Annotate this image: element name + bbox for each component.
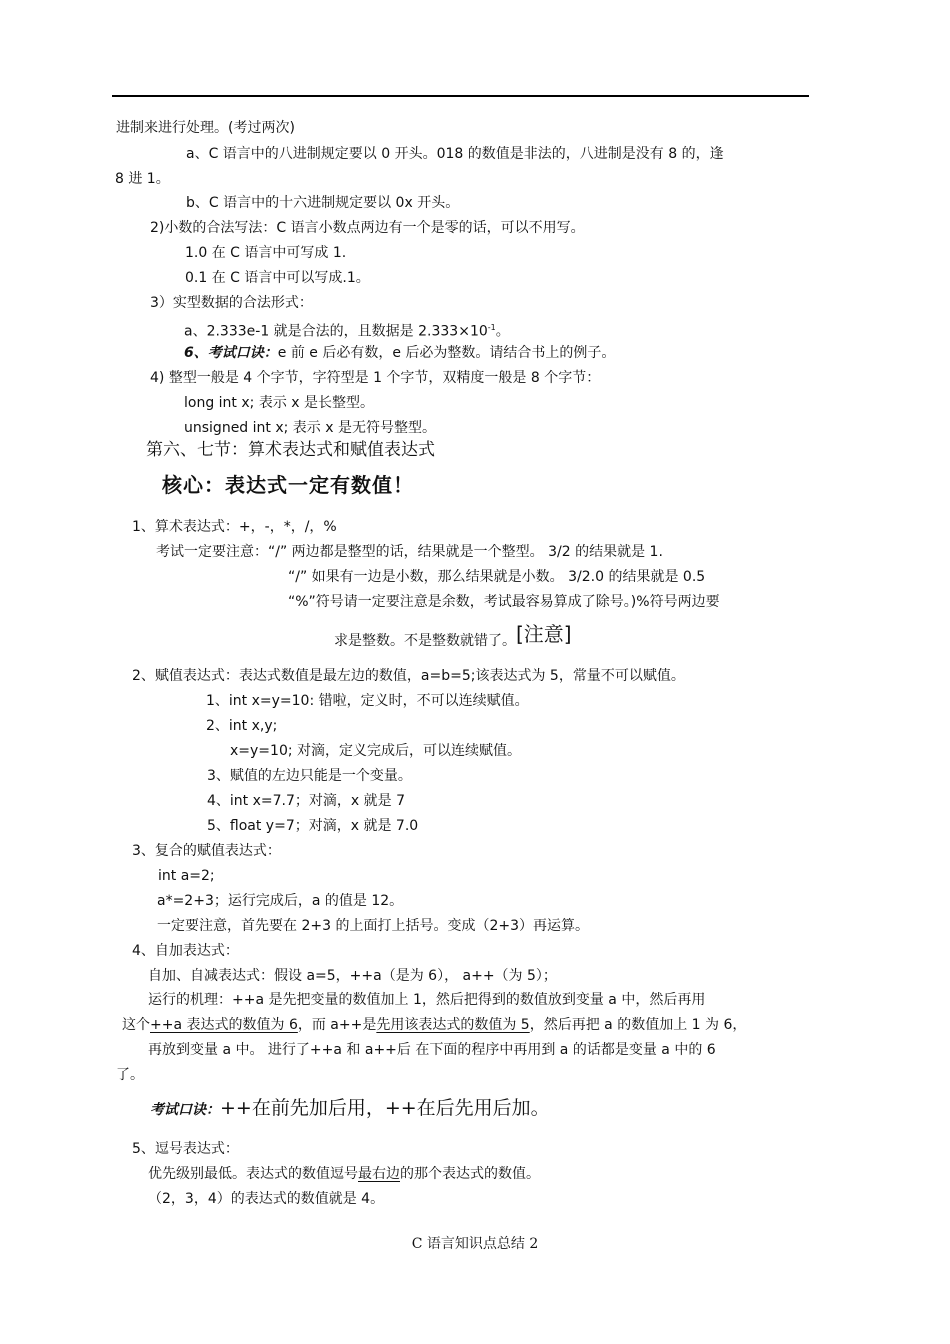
text-line — [184, 344, 615, 362]
text-line: 3）实型数据的合法形式： — [150, 295, 313, 311]
text-line: 4) 整型一般是 4 个字节，字符型是 1 个字节，双精度一般是 8 个字节： — [150, 370, 601, 386]
text-line: 4、int x=7.7；对滴，x 就是 7 — [207, 793, 405, 809]
header-rule — [112, 95, 809, 97]
mnemonic-label: 6、考试口诀： — [184, 345, 278, 361]
text-line: a*=2+3；运行完成后，a 的值是 12。 — [157, 893, 404, 909]
text-line: 进制来进行处理。(考过两次) — [116, 120, 295, 136]
text-line: 4、自加表达式： — [132, 943, 239, 959]
mnemonic-text: ++在前先加后用，++在后先用后加。 — [220, 1097, 550, 1119]
underlined-text: 最右边 — [358, 1166, 400, 1182]
text-line: （2，3，4）的表达式的数值就是 4。 — [148, 1191, 385, 1207]
text-line — [334, 622, 572, 650]
underlined-text: ++a 表达式的数值为 6 — [150, 1017, 298, 1033]
text-line: 5、逗号表达式： — [132, 1141, 239, 1157]
exponent: -1 — [487, 323, 496, 332]
text-line: 1、算术表达式：+，-，*，/，% — [132, 519, 337, 535]
text-line: b、C 语言中的十六进制规定要以 0x 开头。 — [186, 195, 460, 211]
text-line: 运行的机理：++a 是先把变量的数值加上 1，然后把得到的数值放到变量 a 中，然后再用 — [148, 992, 706, 1008]
section-heading: 第六、七节：算术表达式和赋值表达式 — [146, 440, 435, 460]
text-line — [150, 1099, 550, 1119]
text-line: 一定要注意，首先要在 2+3 的上面打上括号。变成（2+3）再运算。 — [157, 918, 589, 934]
text-line: 了。 — [116, 1067, 144, 1083]
text-span: ，而 a++是 — [297, 1017, 377, 1033]
text-line: x=y=10; 对滴，定义完成后，可以连续赋值。 — [230, 743, 522, 759]
text-span: ，然后再把 a 的数值加上 1 为 6， — [529, 1017, 747, 1033]
text-line: 2)小数的合法写法：C 语言小数点两边有一个是零的话，可以不用写。 — [150, 220, 585, 236]
text-span: 的那个表达式的数值。 — [400, 1166, 540, 1182]
text-line: 0.1 在 C 语言中可以写成.1。 — [185, 270, 370, 286]
text-line: 2、int x,y; — [206, 718, 278, 734]
text-line: 5、float y=7；对滴，x 就是 7.0 — [207, 818, 419, 834]
text-line: 3、赋值的左边只能是一个变量。 — [207, 768, 412, 784]
text-line: 自加、自减表达式：假设 a=5，++a（是为 6）， a++（为 5）； — [148, 968, 557, 984]
page-footer: C 语言知识点总结 2 — [411, 1236, 539, 1252]
text-span: 。 — [495, 323, 510, 340]
text-span: e 前 e 后必有数，e 后必为整数。请结合书上的例子。 — [277, 345, 616, 361]
text-line: 再放到变量 a 中。 进行了++a 和 a++后 在下面的程序中再用到 a 的话都是变量 a 中的 6 — [148, 1042, 716, 1058]
text-line: 3、复合的赋值表达式： — [132, 843, 281, 859]
text-span: 这个 — [122, 1017, 150, 1033]
text-line: 1.0 在 C 语言中可写成 1. — [185, 245, 347, 261]
text-line: long int x; 表示 x 是长整型。 — [184, 395, 375, 411]
underlined-text: 先用该表达式的数值为 5 — [376, 1017, 530, 1033]
note-mark: [注意] — [516, 622, 572, 646]
text-line: unsigned int x; 表示 x 是无符号整型。 — [184, 420, 436, 436]
text-span: a、2.333e-1 就是合法的，且数据是 2.333×10 — [184, 323, 488, 340]
text-span: 优先级别最低。表达式的数值逗号 — [148, 1166, 358, 1182]
text-line — [122, 1016, 746, 1034]
text-line: int a=2; — [158, 868, 215, 884]
text-line: “%”符号请一定要注意是余数，考试最容易算成了除号。)%符号两边要 — [288, 594, 720, 610]
text-line — [184, 319, 510, 341]
text-line: 1、int x=y=10: 错啦，定义时，不可以连续赋值。 — [206, 693, 529, 709]
core-heading: 核心：表达式一定有数值！ — [162, 473, 414, 497]
text-line: 考试一定要注意：“/” 两边都是整型的话，结果就是一个整型。 3/2 的结果就是 1. — [156, 544, 663, 560]
text-line: 2、赋值表达式：表达式数值是最左边的数值，a=b=5;该表达式为 5，常量不可以赋值。 — [132, 668, 685, 684]
text-line — [148, 1165, 540, 1183]
mnemonic-label: 考试口诀： — [150, 1102, 220, 1118]
text-line: 8 进 1。 — [115, 171, 170, 187]
text-line: a、C 语言中的八进制规定要以 0 开头。018 的数值是非法的，八进制是没有 8 的，逢 — [186, 146, 724, 162]
text-span: 求是整数。不是整数就错了。 — [334, 633, 516, 649]
text-line: “/” 如果有一边是小数，那么结果就是小数。 3/2.0 的结果就是 0.5 — [288, 569, 706, 585]
